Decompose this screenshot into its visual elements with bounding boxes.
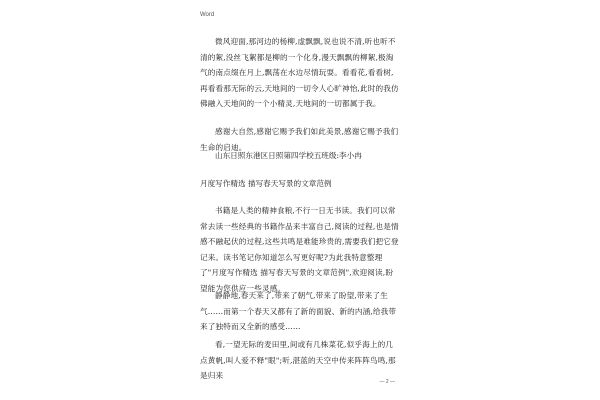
section-title: 月度写作精选 描写春天写景的文章范例: [200, 179, 332, 188]
page-number: — 2 —: [379, 379, 395, 385]
author-signature: 山东日照东港区日照第四学校五班级:李小冉: [215, 151, 362, 160]
paragraph-thanks: 感谢大自然,感谢它赐予我们如此美景,感谢它赐予我们生命的启迪。: [200, 127, 399, 152]
paragraph-spring: 静静地,春天来了,带来了朝气,带来了盼望,带来了生气……而第一个春天又都有了新的面貌、新的内涵,给我带来了独特而又全新的感受……: [200, 291, 397, 331]
header-label: Word: [200, 12, 215, 18]
paragraph-field: 看,一望无际的麦田里,间或有几株菜花,似乎海上的几点黄帆,叫人爱不释"眼";听,湛蓝的天空中传来阵阵鸟鸣,那是归来: [200, 340, 396, 380]
paragraph-willow: 微风迎面,那河边的杨柳,虚飘飘,说也说不清,听也听不清的絮,没丝飞絮都是柳的一个化身,漫天飘飘的柳絮,极淘气的南点缀在月上,飘荡在水边尽情玩耍。看看花,看看树,再看看那无际的云,天地间的一切令人心旷神怡,此时的我仿佛融入天地间的一个小精灵,天地间的一切都属于我。: [200, 37, 399, 108]
paragraph-books: 书籍是人类的精神食粮,不行一日无书读。我们可以常常去读一些经典的书籍作品来丰富自己,阅读的过程,也是情感不融起伏的过程,这些共鸣是难能珍贵的,需要我们把它登记来。读书笔记你知道怎么写更好呢?为此我特意整理了"月度写作精选 描写春天写景的文章范例",欢迎阅读,盼望能为您供应一些灵感。: [200, 206, 399, 293]
